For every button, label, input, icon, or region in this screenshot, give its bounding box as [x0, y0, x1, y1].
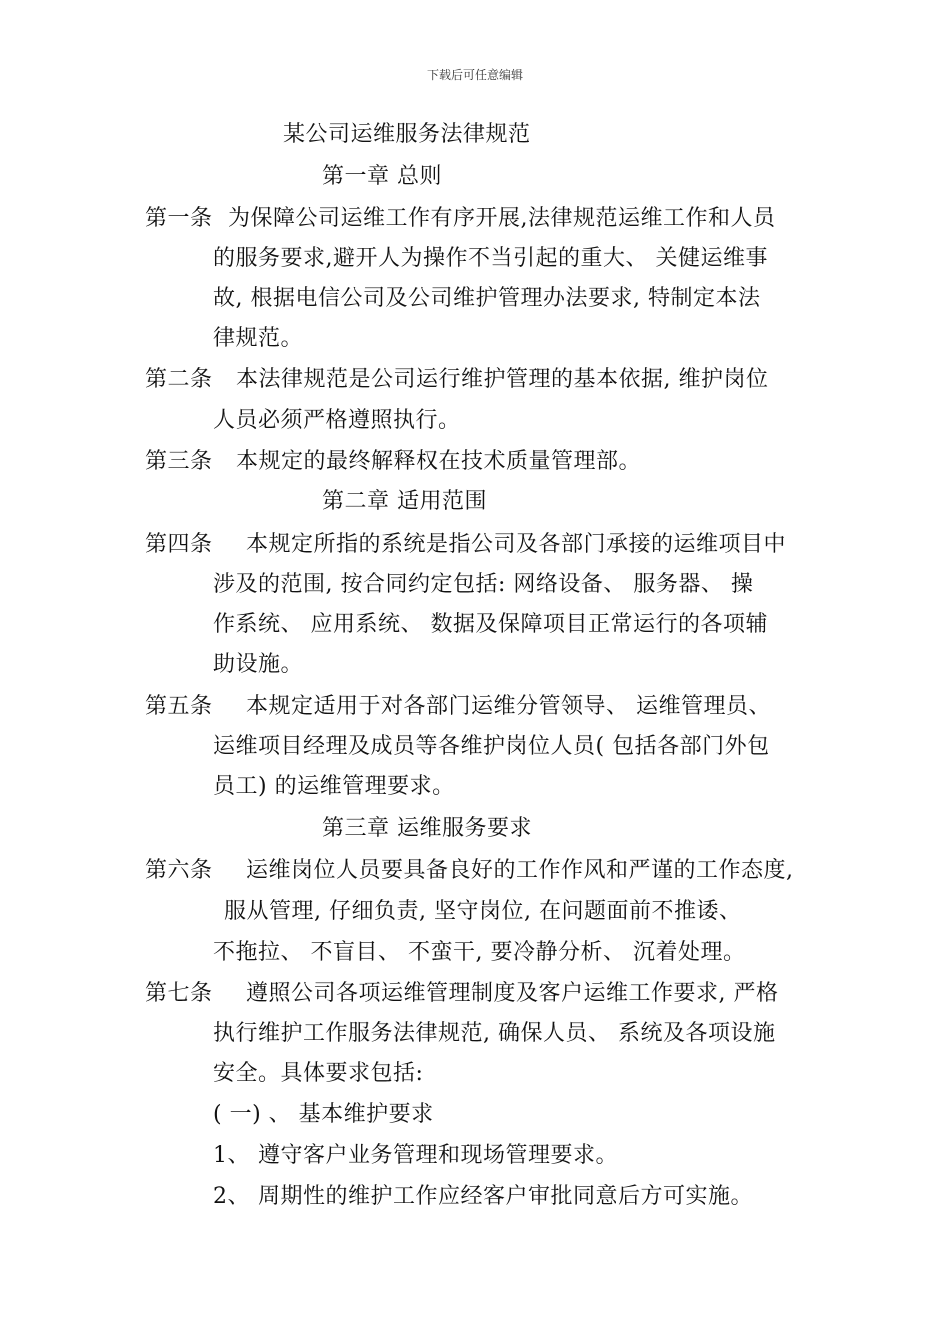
- chapter-heading: 第一章 总则: [322, 164, 442, 189]
- article-text-line: 涉及的范围, 按合同约定包括: 网络设备、 服务器、 操: [213, 572, 754, 597]
- article-label: 第一条: [145, 206, 213, 231]
- list-item-text: 周期性的维护工作应经客户审批同意后方可实施。: [258, 1184, 754, 1209]
- article-text-line: 故, 根据电信公司及公司维护管理办法要求, 特制定本法: [213, 286, 761, 311]
- article-text-line: 助设施。: [213, 652, 304, 677]
- article-text-line: 运维项目经理及成员等各维护岗位人员( 包括各部门外包: [213, 734, 770, 759]
- chapter-heading: 第三章 运维服务要求: [322, 816, 532, 841]
- article-text-line: 本规定所指的系统是指公司及各部门承接的运维项目中: [246, 532, 787, 557]
- article-text-line: 本法律规范是公司运行维护管理的基本依据, 维护岗位: [236, 367, 769, 392]
- article-text-line: 人员必须严格遵照执行。: [213, 408, 461, 433]
- article-text-line: 本规定适用于对各部门运维分管领导、 运维管理员、: [246, 694, 771, 719]
- article-label: 第七条: [145, 981, 213, 1006]
- article-text-line: 的服务要求,避开人为操作不当引起的重大、 关健运维事: [213, 246, 768, 271]
- article-label: 第三条: [145, 449, 213, 474]
- list-item-number: 2、: [213, 1184, 250, 1209]
- article-text-line: 运维岗位人员要具备良好的工作作风和严谨的工作态度,: [246, 858, 794, 883]
- article-text-line: 服从管理, 仔细负责, 坚守岗位, 在问题面前不推诿、: [224, 899, 742, 924]
- section-heading: ( 一) 、 基本维护要求: [213, 1102, 434, 1127]
- article-text-line: 安全。具体要求包括:: [213, 1061, 424, 1086]
- article-text-line: 不拖拉、 不盲目、 不蛮干, 要冷静分析、 沉着处理。: [213, 940, 746, 965]
- article-text-line: 遵照公司各项运维管理制度及客户运维工作要求, 严格: [246, 981, 779, 1006]
- article-label: 第六条: [145, 858, 213, 883]
- article-text-line: 律规范。: [213, 326, 304, 351]
- page-header: 下载后可任意编辑: [426, 68, 523, 82]
- article-text-line: 作系统、 应用系统、 数据及保障项目正常运行的各项辅: [213, 612, 768, 637]
- list-item-text: 遵守客户业务管理和现场管理要求。: [258, 1143, 619, 1168]
- article-text-line: 为保障公司运维工作有序开展,法律规范运维工作和人员: [228, 206, 776, 231]
- article-text-line: 本规定的最终解释权在技术质量管理部。: [236, 449, 642, 474]
- article-label: 第四条: [145, 532, 213, 557]
- article-label: 第二条: [145, 367, 213, 392]
- article-text-line: 员工) 的运维管理要求。: [213, 774, 455, 799]
- chapter-heading: 第二章 适用范围: [322, 489, 487, 514]
- article-label: 第五条: [145, 694, 213, 719]
- article-text-line: 执行维护工作服务法律规范, 确保人员、 系统及各项设施: [213, 1021, 776, 1046]
- list-item-number: 1、: [213, 1143, 250, 1168]
- document-title: 某公司运维服务法律规范: [283, 122, 531, 147]
